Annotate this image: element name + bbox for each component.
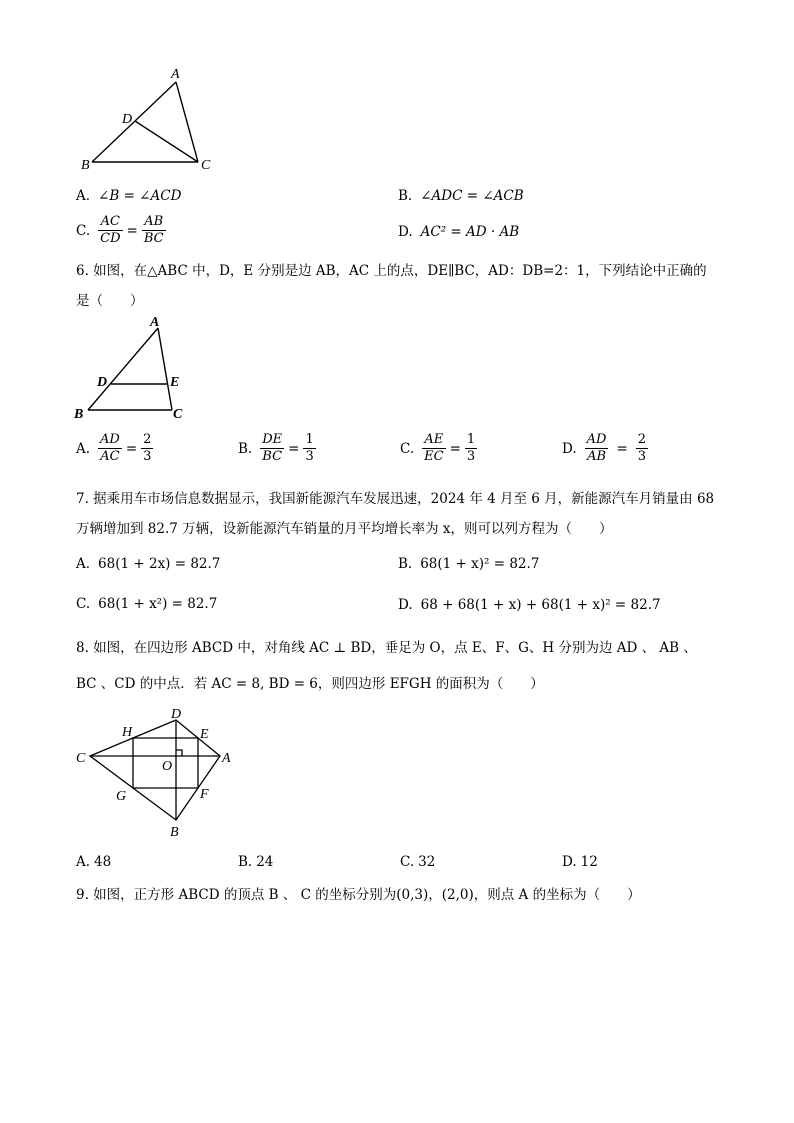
option-label: A. xyxy=(76,440,91,457)
q6-label-B: B xyxy=(74,407,84,422)
option-text: 48 xyxy=(94,854,112,870)
option-text: 32 xyxy=(418,854,436,870)
equals-sign: = xyxy=(288,440,300,457)
q5-option-b[interactable] xyxy=(398,188,524,204)
option-label: D. xyxy=(562,854,577,870)
option-label: A. xyxy=(76,556,91,572)
q8-label-C: C xyxy=(76,751,86,766)
q5-triangle-figure xyxy=(78,66,218,174)
fraction: $\frac{AE}{EC}$ xyxy=(424,432,444,464)
option-label: B. xyxy=(238,854,253,870)
fraction: $\frac{1}{3}$ xyxy=(466,432,476,464)
q5-label-D: D xyxy=(122,112,133,127)
q7-stem-line1: 7. 据乘用车市场信息数据显示，我国新能源汽车发展迅速，2024 年 4 月至 6 月，新能源汽车月销量由 68 xyxy=(76,491,715,507)
q8-quadrilateral-figure xyxy=(70,704,240,840)
option-label: D. xyxy=(398,224,413,240)
fraction: $\frac{DE}{BC}$ xyxy=(262,432,283,464)
q8-label-D: D xyxy=(171,707,182,722)
equals-sign: = xyxy=(126,222,138,239)
q8-label-E: E xyxy=(200,727,209,742)
option-label: B. xyxy=(398,188,413,204)
q7-option-d[interactable] xyxy=(398,597,661,613)
q5-label-B: B xyxy=(81,158,90,173)
q8-label-B: B xyxy=(170,825,179,840)
q7-stem xyxy=(76,484,726,544)
fraction: $\frac{2}{3}$ xyxy=(143,432,152,464)
q5-option-a[interactable] xyxy=(76,188,181,204)
option-text: 68(1 + 2x) = 82.7 xyxy=(98,556,221,572)
option-text: ∠B = ∠ACD xyxy=(98,188,182,204)
fraction: $\frac{AC}{CD}$ xyxy=(100,214,121,246)
option-label: A. xyxy=(76,854,91,870)
q6-label-C: C xyxy=(173,407,183,422)
q6-label-D: D xyxy=(97,375,108,390)
q7-stem-line2: 万辆增加到 82.7 万辆，设新能源汽车销量的月平均增长率为 x，则可以列方程为（ ） xyxy=(76,521,613,537)
option-label: A. xyxy=(76,188,91,204)
q7-option-a[interactable] xyxy=(76,556,220,572)
option-text: 24 xyxy=(256,854,274,870)
fraction: $\frac{1}{3}$ xyxy=(305,432,314,464)
q8-option-c[interactable] xyxy=(400,854,435,870)
equals-sign: = xyxy=(616,440,628,457)
q8-option-d[interactable] xyxy=(562,854,598,870)
q8-stem-line1: 8. 如图，在四边形 ABCD 中，对角线 AC ⊥ BD，垂足为 O，点 E、F、G、H 分别为边 AD 、 AB 、 xyxy=(76,640,697,656)
q9-stem-line: 9. 如图，正方形 ABCD 的顶点 B 、 C 的坐标分别为(0,3)，(2,0)，则点 A 的坐标为（ ） xyxy=(76,887,641,903)
q8-option-b[interactable] xyxy=(238,854,273,870)
q6-label-E: E xyxy=(170,375,180,390)
option-label: B. xyxy=(398,556,413,572)
equals-sign: = xyxy=(125,440,138,457)
q6-option-a[interactable] xyxy=(76,432,153,465)
q8-stem-line2: BC 、CD 的中点．若 AC = 8, BD = 6，则四边形 EFGH 的面积为（ ） xyxy=(76,676,544,692)
option-label: B. xyxy=(238,440,253,457)
q7-option-c[interactable] xyxy=(76,596,217,612)
q7-option-b[interactable] xyxy=(398,556,539,572)
option-text: 12 xyxy=(580,854,598,870)
q6-option-d[interactable] xyxy=(562,432,648,465)
fraction: $\frac{AB}{BC}$ xyxy=(143,214,164,246)
q6-option-b[interactable] xyxy=(238,432,316,465)
q8-label-O: O xyxy=(162,759,173,774)
option-label: C. xyxy=(76,596,91,612)
q8-label-A: A xyxy=(222,751,231,766)
q5-option-c[interactable] xyxy=(76,214,166,247)
q8-option-a[interactable] xyxy=(76,854,111,870)
q8-stem xyxy=(76,630,726,702)
q5-label-C: C xyxy=(201,158,211,173)
equals-sign: = xyxy=(449,440,461,457)
option-label: D. xyxy=(562,440,577,457)
q6-label-A: A xyxy=(150,315,160,330)
option-text: 68(1 + x²) = 82.7 xyxy=(98,596,218,612)
q5-option-d[interactable] xyxy=(398,224,519,240)
fraction: $\frac{AD}{AB}$ xyxy=(586,432,607,464)
option-text: 68(1 + x)² = 82.7 xyxy=(420,556,540,572)
option-text: AC² = AD · AB xyxy=(420,224,520,240)
q6-stem xyxy=(76,256,726,316)
option-text: 68 + 68(1 + x) + 68(1 + x)² = 82.7 xyxy=(420,597,661,613)
q6-triangle-figure xyxy=(70,312,200,424)
option-label: C. xyxy=(76,222,91,239)
q5-label-A: A xyxy=(171,67,180,82)
q6-stem-line2: 是（ ） xyxy=(76,293,144,309)
q8-label-H: H xyxy=(122,725,133,740)
fraction: $\frac{2}{3}$ xyxy=(637,432,647,464)
option-text: ∠ADC = ∠ACB xyxy=(420,188,524,204)
q6-option-c[interactable] xyxy=(400,432,477,465)
q8-label-F: F xyxy=(200,787,209,802)
q6-stem-line1: 6. 如图，在△ABC 中，D，E 分别是边 AB，AC 上的点，DE∥BC，AD：DB=2：1，下列结论中正确的 xyxy=(76,263,707,279)
option-label: C. xyxy=(400,854,415,870)
q8-label-G: G xyxy=(116,789,127,804)
option-label: C. xyxy=(400,440,415,457)
option-label: D. xyxy=(398,597,413,613)
q9-stem xyxy=(76,880,726,910)
fraction: $\frac{AD}{AC}$ xyxy=(100,432,120,464)
